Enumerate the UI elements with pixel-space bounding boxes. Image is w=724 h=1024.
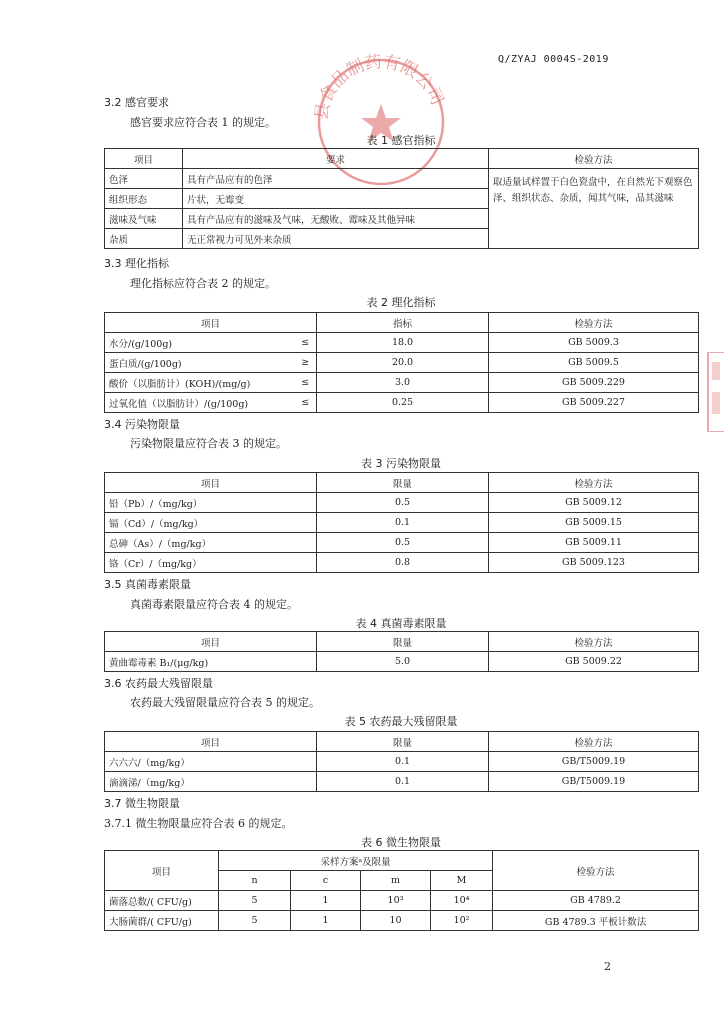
table-cell: GB 5009.15 (489, 513, 699, 533)
table-cell: 杂质 (105, 229, 183, 249)
sub-header-cell: m (361, 871, 431, 891)
method-cell: 取适量试样置于白色瓷盘中，在自然光下观察色泽、组织状态、杂质，闻其气味，品其滋味 (489, 169, 699, 249)
table-cell: 10³ (361, 891, 431, 911)
physchem-table (104, 312, 699, 413)
header-cell: 检验方法 (489, 149, 699, 169)
header-cell: 检验方法 (493, 851, 699, 891)
comparator-cell: ≥ (295, 353, 317, 373)
header-cell: 检验方法 (489, 632, 699, 652)
section-heading: 3.6 农药最大残留限量 (104, 677, 213, 690)
table-cell: 1 (291, 911, 361, 931)
table-cell: 5 (219, 891, 291, 911)
header-cell: 项目 (105, 313, 317, 333)
table-cell: 六六六/（mg/kg） (105, 752, 317, 772)
comparator-cell: ≤ (295, 373, 317, 393)
header-cell: 检验方法 (489, 313, 699, 333)
table-caption: 表 6 微生物限量 (361, 836, 441, 849)
header-cell: 限量 (317, 473, 489, 493)
table-cell: 滋味及气味 (105, 209, 183, 229)
section-text: 农药最大残留限量应符合表 5 的规定。 (130, 696, 320, 709)
header-cell: 要求 (183, 149, 489, 169)
table-caption: 表 3 污染物限量 (361, 457, 441, 470)
comparator-cell: ≤ (295, 393, 317, 413)
table-cell: 黄曲霉毒素 B₁/(μg/kg) (105, 652, 317, 672)
table-cell: 10² (431, 911, 493, 931)
table-cell: GB/T5009.19 (489, 772, 699, 792)
header-cell: 项目 (105, 732, 317, 752)
table-caption: 表 1 感官指标 (366, 134, 436, 147)
header-cell: 指标 (317, 313, 489, 333)
table-cell: 具有产品应有的色泽 (183, 169, 489, 189)
table-cell: 10 (361, 911, 431, 931)
header-cell: 项目 (105, 473, 317, 493)
table-cell: 0.8 (317, 553, 489, 573)
table-cell: 0.5 (317, 493, 489, 513)
table-cell: 蛋白质/(g/100g) (105, 353, 295, 373)
section-heading: 3.4 污染物限量 (104, 418, 180, 431)
header-cell: 项目 (105, 149, 183, 169)
table-cell: GB/T5009.19 (489, 752, 699, 772)
svg-text:县食品制药有限公司: 县食品制药有限公司 (311, 52, 448, 122)
mycotoxin-table (104, 631, 699, 672)
table-cell: 滴滴涕/（mg/kg） (105, 772, 317, 792)
table-cell: 5 (219, 911, 291, 931)
pesticide-table (104, 731, 699, 792)
section-heading: 3.5 真菌毒素限量 (104, 578, 191, 591)
table-cell: GB 5009.229 (489, 373, 699, 393)
document-id: Q/ZYAJ 0004S-2019 (498, 54, 609, 65)
section-text: 真菌毒素限量应符合表 4 的规定。 (130, 598, 298, 611)
table-cell: GB 4789.2 (493, 891, 699, 911)
table-cell: GB 5009.11 (489, 533, 699, 553)
section-text: 污染物限量应符合表 3 的规定。 (130, 437, 287, 450)
table-cell: GB 5009.227 (489, 393, 699, 413)
table-cell: 铬（Cr）/（mg/kg） (105, 553, 317, 573)
section-text: 理化指标应符合表 2 的规定。 (130, 277, 276, 290)
table-cell: 5.0 (317, 652, 489, 672)
header-cell: 限量 (317, 732, 489, 752)
table-cell: 片状，无霉变 (183, 189, 489, 209)
table-cell: GB 5009.22 (489, 652, 699, 672)
header-cell: 检验方法 (489, 473, 699, 493)
page-number: 2 (604, 960, 611, 973)
sub-header-cell: c (291, 871, 361, 891)
header-cell: 检验方法 (489, 732, 699, 752)
table-cell: 3.0 (317, 373, 489, 393)
table-cell: GB 5009.5 (489, 353, 699, 373)
side-seal-fragment (702, 352, 724, 432)
table-caption: 表 4 真菌毒素限量 (355, 617, 447, 630)
table-cell: 过氧化值（以脂肪计）/(g/100g) (105, 393, 295, 413)
table-cell: 18.0 (317, 333, 489, 353)
table-cell: 0.1 (317, 513, 489, 533)
table-cell: 铅（Pb）/（mg/kg） (105, 493, 317, 513)
table-cell: 0.1 (317, 752, 489, 772)
table-cell: 20.0 (317, 353, 489, 373)
table-cell: 10⁴ (431, 891, 493, 911)
header-cell: 限量 (317, 632, 489, 652)
table-cell: 1 (291, 891, 361, 911)
section-heading: 3.2 感官要求 (104, 96, 169, 109)
table-cell: 0.1 (317, 772, 489, 792)
table-cell: 镉（Cd）/（mg/kg） (105, 513, 317, 533)
table-cell: 菌落总数/( CFU/g) (105, 891, 219, 911)
section-text: 感官要求应符合表 1 的规定。 (130, 116, 276, 129)
table-cell: 水分/(g/100g) (105, 333, 295, 353)
section-heading: 3.7 微生物限量 (104, 797, 180, 810)
table-cell: GB 5009.123 (489, 553, 699, 573)
table-cell: 0.25 (317, 393, 489, 413)
table-cell: 具有产品应有的滋味及气味，无酸败、霉味及其他异味 (183, 209, 489, 229)
table-cell: 0.5 (317, 533, 489, 553)
table-cell: GB 4789.3 平板计数法 (493, 911, 699, 931)
sub-header-cell: n (219, 871, 291, 891)
microbial-table (104, 850, 699, 931)
table-cell: GB 5009.12 (489, 493, 699, 513)
table-cell: 无正常视力可见外来杂质 (183, 229, 489, 249)
comparator-cell: ≤ (295, 333, 317, 353)
table-cell: 大肠菌群/( CFU/g) (105, 911, 219, 931)
table-cell: 酸价（以脂肪计）(KOH)/(mg/g) (105, 373, 295, 393)
table-caption: 表 5 农药最大残留限量 (344, 715, 458, 728)
table-cell: 组织形态 (105, 189, 183, 209)
header-cell: 项目 (105, 851, 219, 891)
table-caption: 表 2 理化指标 (366, 296, 436, 309)
contaminant-table (104, 472, 699, 573)
header-cell: 项目 (105, 632, 317, 652)
section-text: 3.7.1 微生物限量应符合表 6 的规定。 (104, 817, 293, 830)
table-cell: 总砷（As）/（mg/kg） (105, 533, 317, 553)
header-cell: 采样方案ᵃ及限量 (219, 851, 493, 871)
table-cell: GB 5009.3 (489, 333, 699, 353)
section-heading: 3.3 理化指标 (104, 257, 169, 270)
sub-header-cell: M (431, 871, 493, 891)
table-cell: 色泽 (105, 169, 183, 189)
sensory-table (104, 148, 699, 249)
